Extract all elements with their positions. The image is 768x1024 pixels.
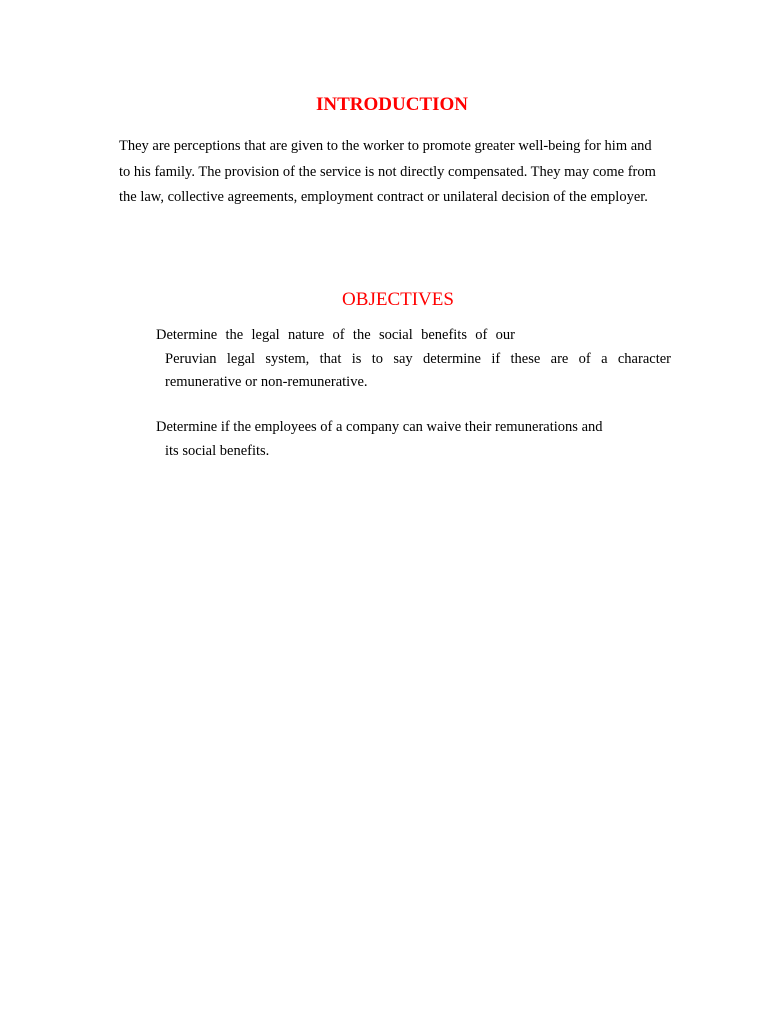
objective-1-line-3: remunerative or non-remunerative. [165, 374, 368, 390]
intro-line-3: the law, collective agreements, employment contract or unilateral decision of the employer. [119, 189, 648, 205]
objective-1-line-2: Peruvian legal system, that is to say determine if these are of a character [165, 351, 671, 367]
objective-1-line-1-row [143, 326, 515, 344]
intro-line-2: to his family. The provision of the service is not directly compensated. They may come from [119, 164, 656, 180]
objective-2-line-2: its social benefits. [165, 443, 270, 459]
intro-line-1: They are perceptions that are given to the worker to promote greater well-being for him and [119, 138, 652, 154]
objective-2-line-1: Determine if the employees of a company can waive their remunerations and [156, 419, 603, 435]
objective-1-line-1: Determine the legal nature of the social benefits of our [156, 327, 515, 343]
objective-2-line-1-row [143, 418, 603, 436]
objectives-heading: OBJECTIVES [342, 289, 454, 310]
introduction-heading: INTRODUCTION [315, 94, 469, 115]
